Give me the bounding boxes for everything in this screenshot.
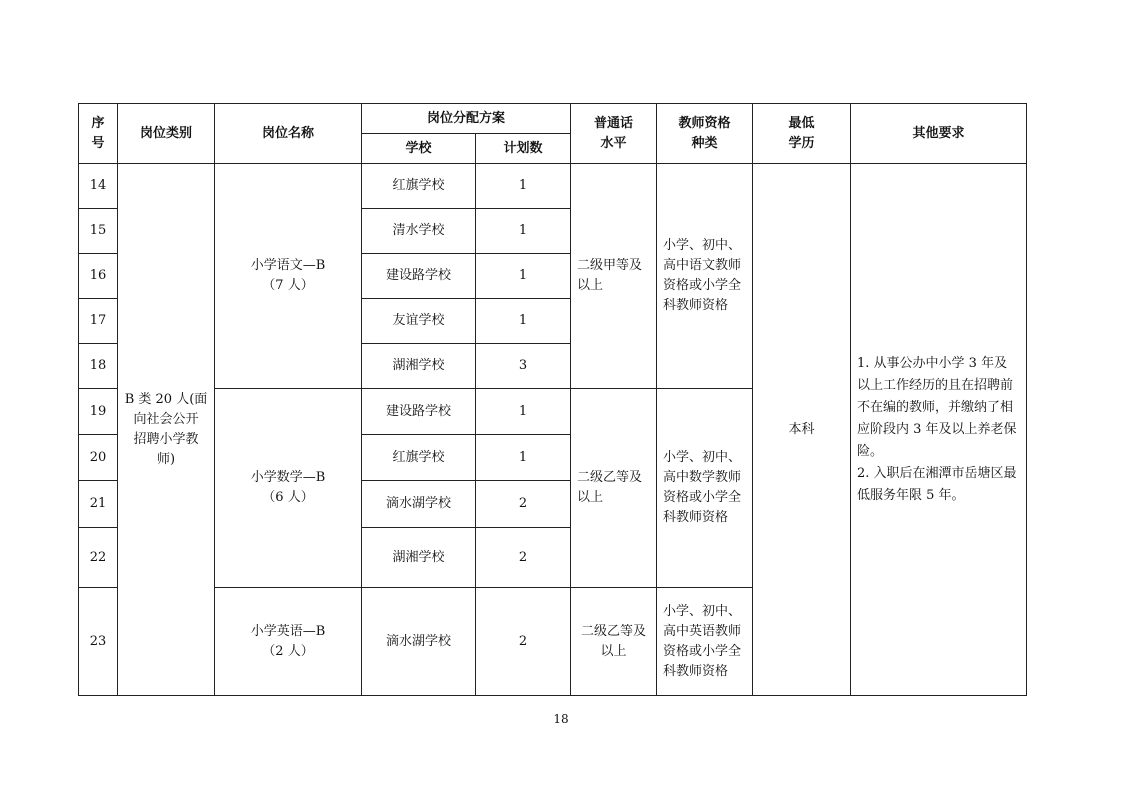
seq-cell: 22 xyxy=(79,528,118,588)
category-cell: B 类 20 人(面 向社会公开 招聘小学教 师) xyxy=(118,164,215,696)
school-cell: 建设路学校 xyxy=(362,389,476,435)
post-name-cell: 小学语文—B （7 人） xyxy=(215,164,362,389)
seq-cell: 23 xyxy=(79,588,118,696)
seq-cell: 21 xyxy=(79,481,118,528)
seq-cell: 18 xyxy=(79,344,118,389)
school-cell: 滴水湖学校 xyxy=(362,481,476,528)
other-requirements-cell: 1. 从事公办中小学 3 年及以上工作经历的且在招聘前不在编的教师，并缴纳了相应阶段内 3 年及以上养老保险。 2. 入职后在湘潭市岳塘区最低服务年限 5 年。 xyxy=(851,164,1027,696)
header-edu: 最低 学历 xyxy=(753,104,851,164)
header-school: 学校 xyxy=(362,134,476,164)
post-name-cell: 小学数学—B （6 人） xyxy=(215,389,362,588)
mandarin-cell: 二级乙等及 以上 xyxy=(571,588,657,696)
recruitment-table-container xyxy=(78,103,1027,696)
school-cell: 友谊学校 xyxy=(362,299,476,344)
mandarin-cell: 二级甲等及以上 xyxy=(571,164,657,389)
header-category: 岗位类别 xyxy=(118,104,215,164)
seq-cell: 17 xyxy=(79,299,118,344)
plan-count-cell: 1 xyxy=(476,164,571,209)
seq-cell: 14 xyxy=(79,164,118,209)
header-cert: 教师资格 种类 xyxy=(657,104,753,164)
recruitment-table xyxy=(78,103,1027,696)
school-cell: 建设路学校 xyxy=(362,254,476,299)
school-cell: 红旗学校 xyxy=(362,164,476,209)
page-number: 18 xyxy=(553,712,569,726)
plan-count-cell: 1 xyxy=(476,435,571,481)
cert-cell: 小学、初中、高中数学教师资格或小学全科教师资格 xyxy=(657,389,753,588)
header-row-1 xyxy=(79,104,1027,134)
header-mandarin: 普通话 水平 xyxy=(571,104,657,164)
header-post-name: 岗位名称 xyxy=(215,104,362,164)
cert-cell: 小学、初中、高中英语教师资格或小学全科教师资格 xyxy=(657,588,753,696)
seq-cell: 15 xyxy=(79,209,118,254)
school-cell: 滴水湖学校 xyxy=(362,588,476,696)
plan-count-cell: 3 xyxy=(476,344,571,389)
plan-count-cell: 2 xyxy=(476,481,571,528)
plan-count-cell: 2 xyxy=(476,588,571,696)
plan-count-cell: 1 xyxy=(476,299,571,344)
seq-cell: 19 xyxy=(79,389,118,435)
edu-cell: 本科 xyxy=(753,164,851,696)
school-cell: 湖湘学校 xyxy=(362,344,476,389)
header-plan-count: 计划数 xyxy=(476,134,571,164)
table-row xyxy=(79,164,1027,209)
school-cell: 红旗学校 xyxy=(362,435,476,481)
post-name-cell: 小学英语—B （2 人） xyxy=(215,588,362,696)
plan-count-cell: 1 xyxy=(476,389,571,435)
plan-count-cell: 1 xyxy=(476,254,571,299)
mandarin-cell: 二级乙等及以上 xyxy=(571,389,657,588)
plan-count-cell: 1 xyxy=(476,209,571,254)
seq-cell: 20 xyxy=(79,435,118,481)
plan-count-cell: 2 xyxy=(476,528,571,588)
header-seq: 序 号 xyxy=(79,104,118,164)
header-allocation: 岗位分配方案 xyxy=(362,104,571,134)
cert-cell: 小学、初中、高中语文教师资格或小学全科教师资格 xyxy=(657,164,753,389)
school-cell: 湖湘学校 xyxy=(362,528,476,588)
header-other: 其他要求 xyxy=(851,104,1027,164)
seq-cell: 16 xyxy=(79,254,118,299)
school-cell: 清水学校 xyxy=(362,209,476,254)
